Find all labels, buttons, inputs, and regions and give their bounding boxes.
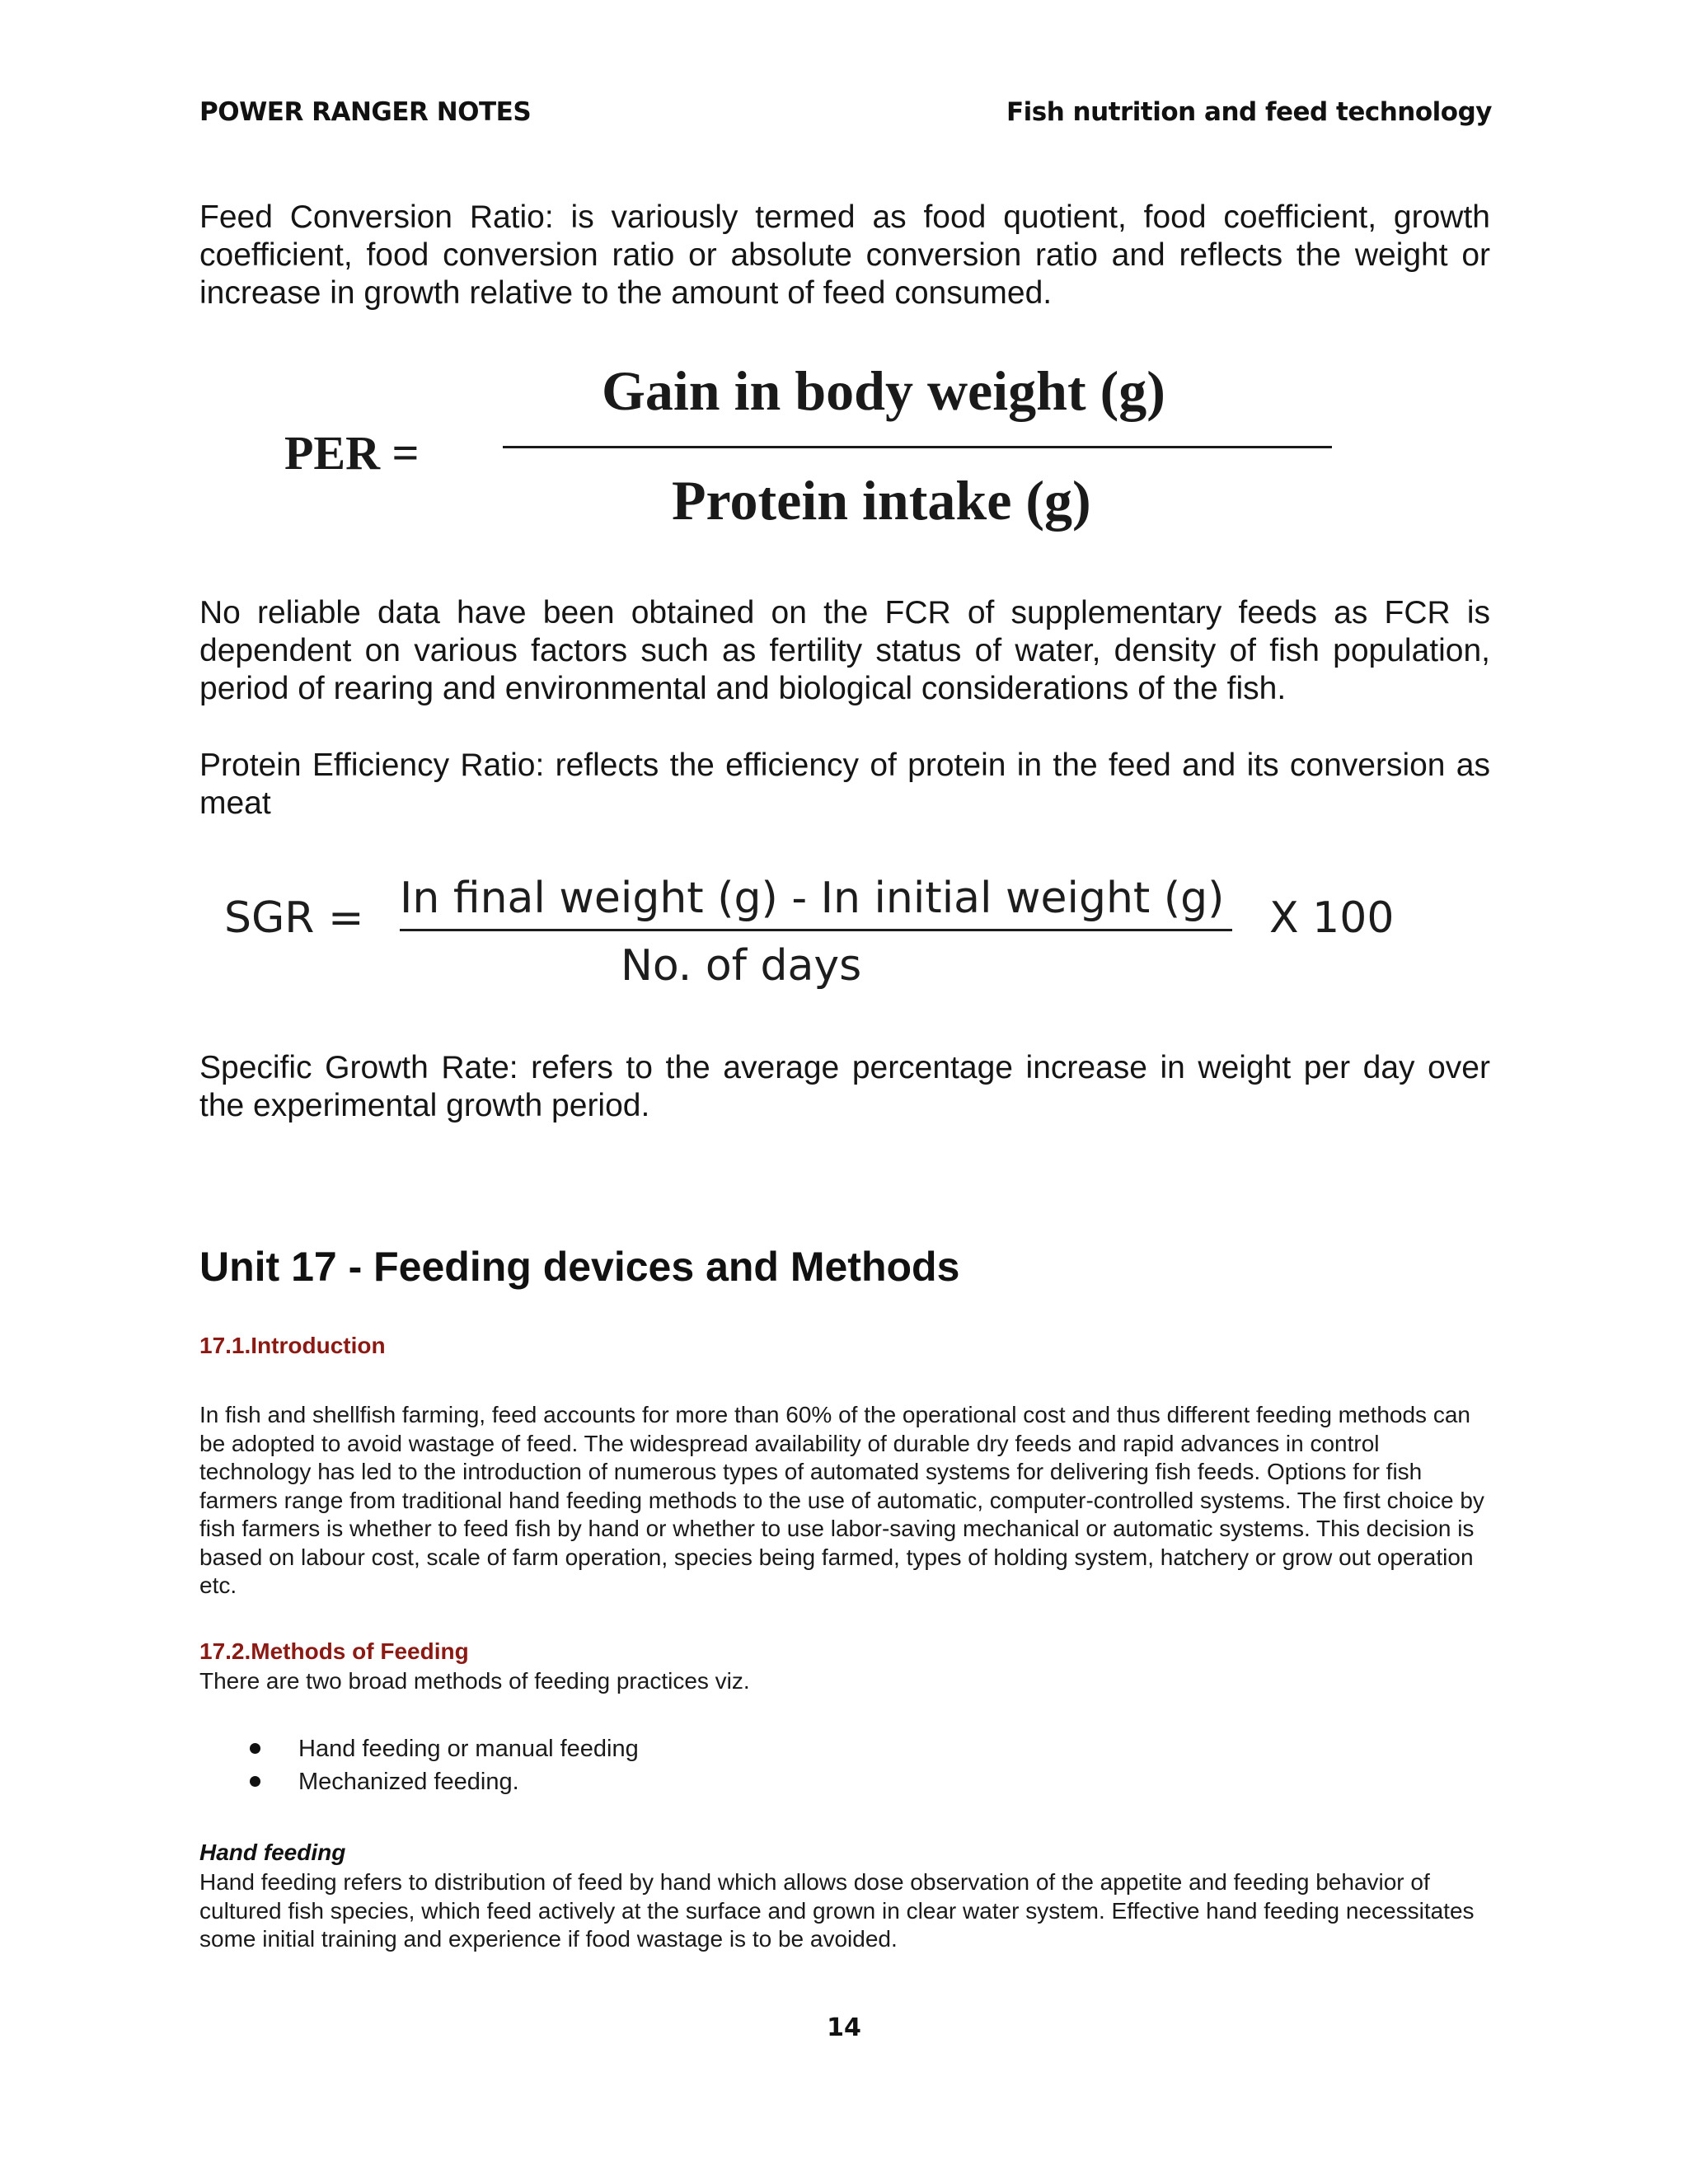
fcr-reliability-paragraph: No reliable data have been obtained on the FCR of supplementary feeds as FCR is dependent on various factors such as fertility status of water, density of fish population, period of rearing and environmental and biological considerations of the fish.	[199, 595, 1490, 706]
bullet-text: Mechanized feeding.	[298, 1769, 519, 1795]
section-heading-introduction: 17.1.Introduction	[199, 1333, 386, 1358]
per-formula-denominator: Protein intake (g)	[672, 469, 1091, 532]
hand-feeding-heading: Hand feeding	[199, 1840, 346, 1865]
per-formula-lhs: PER =	[284, 426, 420, 480]
sgr-formula-multiplier: X 100	[1269, 893, 1395, 943]
fcr-paragraph: Feed Conversion Ratio: is variously termed as food quotient, food coefficient, growth coefficient, food conversion ratio or absolute conversion ratio and reflects the weight or increase in growth relative to the amount of feed consumed.	[199, 199, 1490, 311]
sgr-fraction-bar	[400, 929, 1232, 931]
bullet-text: Hand feeding or manual feeding	[298, 1736, 639, 1762]
hand-feeding-paragraph: Hand feeding refers to distribution of feed by hand which allows dose observation of the appetite and feeding behavior of cultured fish species, which feed actively at the surface and grown in clear water system. Effective hand feeding necessitates some initial training and experience if food wastage is to be avoided.	[199, 1869, 1475, 1952]
per-paragraph: Protein Efficiency Ratio: reflects the efficiency of protein in the feed and its conversion as meat	[199, 748, 1490, 821]
per-fraction-bar	[503, 446, 1332, 448]
introduction-paragraph: In fish and shellfish farming, feed accounts for more than 60% of the operational cost and thus different feeding methods can be adopted to avoid wastage of feed. The widespread availability of durable dry feeds and rapid advances in control technology has led to the introduction of numerous types of automated systems for delivering fish feeds. Options for fish farmers range from traditional hand feeding methods to the use of automatic, computer-controlled systems. The first choice by fish farmers is whether to feed fish by hand or whether to use labor-saving mechanical or automatic systems. This decision is based on labour cost, scale of farm operation, species being farmed, types of holding system, hatchery or grow out operation etc.	[199, 1402, 1484, 1598]
header-title: POWER RANGER NOTES	[199, 97, 532, 127]
bullet-icon	[250, 1743, 260, 1754]
methods-bullet-list	[247, 1732, 639, 1798]
sgr-formula-numerator: In final weight (g) - In initial weight (g)	[400, 874, 1225, 923]
list-item	[247, 1732, 639, 1765]
unit-heading: Unit 17 - Feeding devices and Methods	[199, 1244, 960, 1290]
per-formula	[284, 346, 1356, 544]
sgr-formula-denominator: No. of days	[621, 941, 862, 991]
sgr-formula-lhs: SGR =	[224, 893, 364, 943]
per-formula-numerator: Gain in body weight (g)	[602, 359, 1165, 422]
methods-intro: There are two broad methods of feeding practices viz.	[199, 1668, 750, 1694]
sgr-paragraph: Specific Growth Rate: refers to the average percentage increase in weight per day over the experimental growth period.	[199, 1050, 1490, 1123]
section-heading-methods: 17.2.Methods of Feeding	[199, 1638, 469, 1664]
sgr-formula	[214, 857, 1418, 1005]
page-number: 14	[827, 2013, 861, 2042]
header-subject: Fish nutrition and feed technology	[1006, 97, 1492, 127]
bullet-icon	[250, 1776, 260, 1787]
list-item	[247, 1765, 639, 1798]
